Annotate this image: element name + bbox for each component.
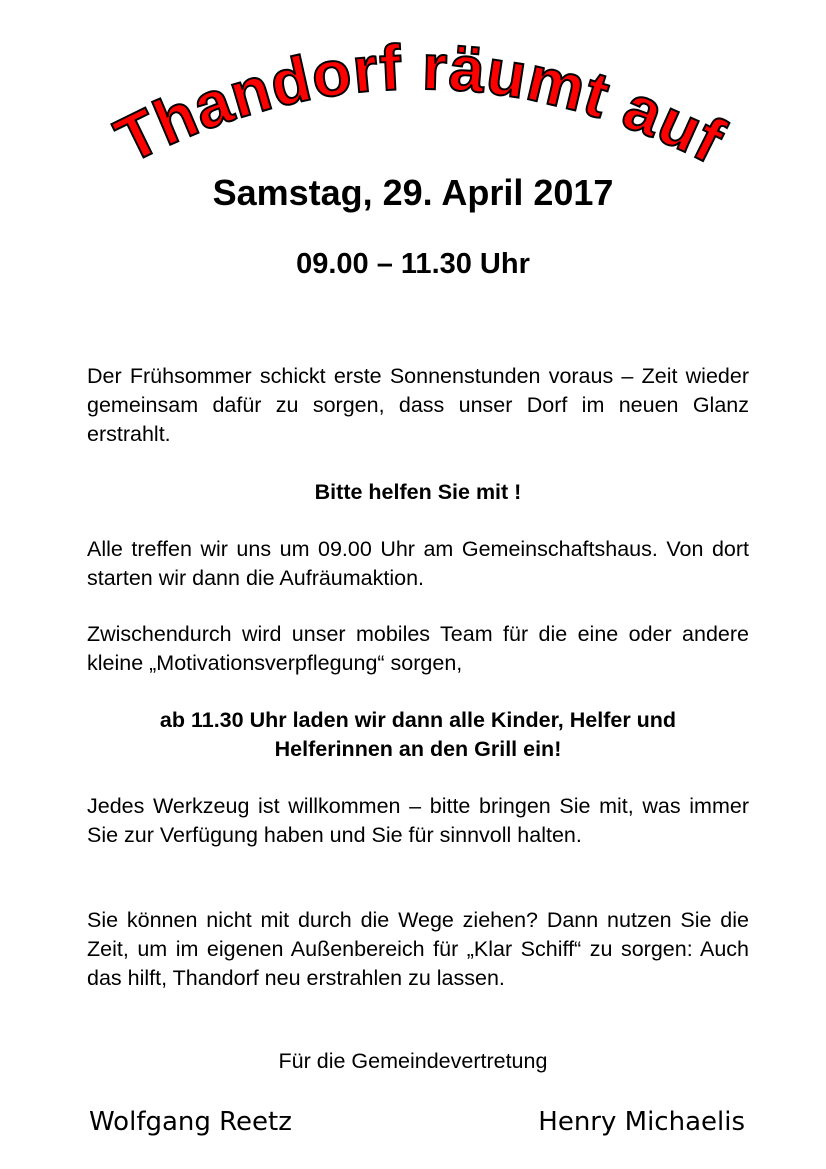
tools-paragraph: Jedes Werkzeug ist willkommen – bitte bringen Sie mit, was immer Sie zur Verfügung haben und Sie für sinnvoll halten. — [87, 794, 749, 847]
appeal-heading: Bitte helfen Sie mit ! — [314, 480, 522, 504]
alternative-paragraph: Sie können nicht mit durch die Wege ziehen? Dann nutzen Sie die Zeit, um im eigenen Außenbereich für „Klar Schiff“ zu sorgen: Auch das hilft, Thandorf neu erstrahlen zu lassen. — [87, 908, 749, 990]
meeting-paragraph: Alle treffen wir uns um 09.00 Uhr am Gemeinschaftshaus. Von dort starten wir dann die Aufräumaktion. — [87, 537, 749, 590]
event-time: 09.00 – 11.30 Uhr — [296, 248, 530, 280]
page-title: Thandorf räumt auf — [104, 30, 736, 177]
catering-paragraph: Zwischendurch wird unser mobiles Team für die eine oder andere kleine „Motivationsverpflegung“ sorgen, — [87, 622, 749, 675]
signer-left: Wolfgang Reetz — [89, 1107, 292, 1137]
grill-invite-line-1: ab 11.30 Uhr laden wir dann alle Kinder, Helfer und — [159, 708, 677, 732]
organization-line: Für die Gemeindevertretung — [278, 1049, 548, 1073]
event-date: Samstag, 29. April 2017 — [212, 172, 614, 213]
intro-paragraph: Der Frühsommer schickt erste Sonnenstunden voraus – Zeit wieder gemeinsam dafür zu sorgen, dass unser Dorf im neuen Glanz erstrahlt. — [87, 364, 749, 446]
signer-right: Henry Michaelis — [538, 1107, 745, 1137]
grill-invite-line-2: Helferinnen an den Grill ein! — [274, 737, 562, 761]
